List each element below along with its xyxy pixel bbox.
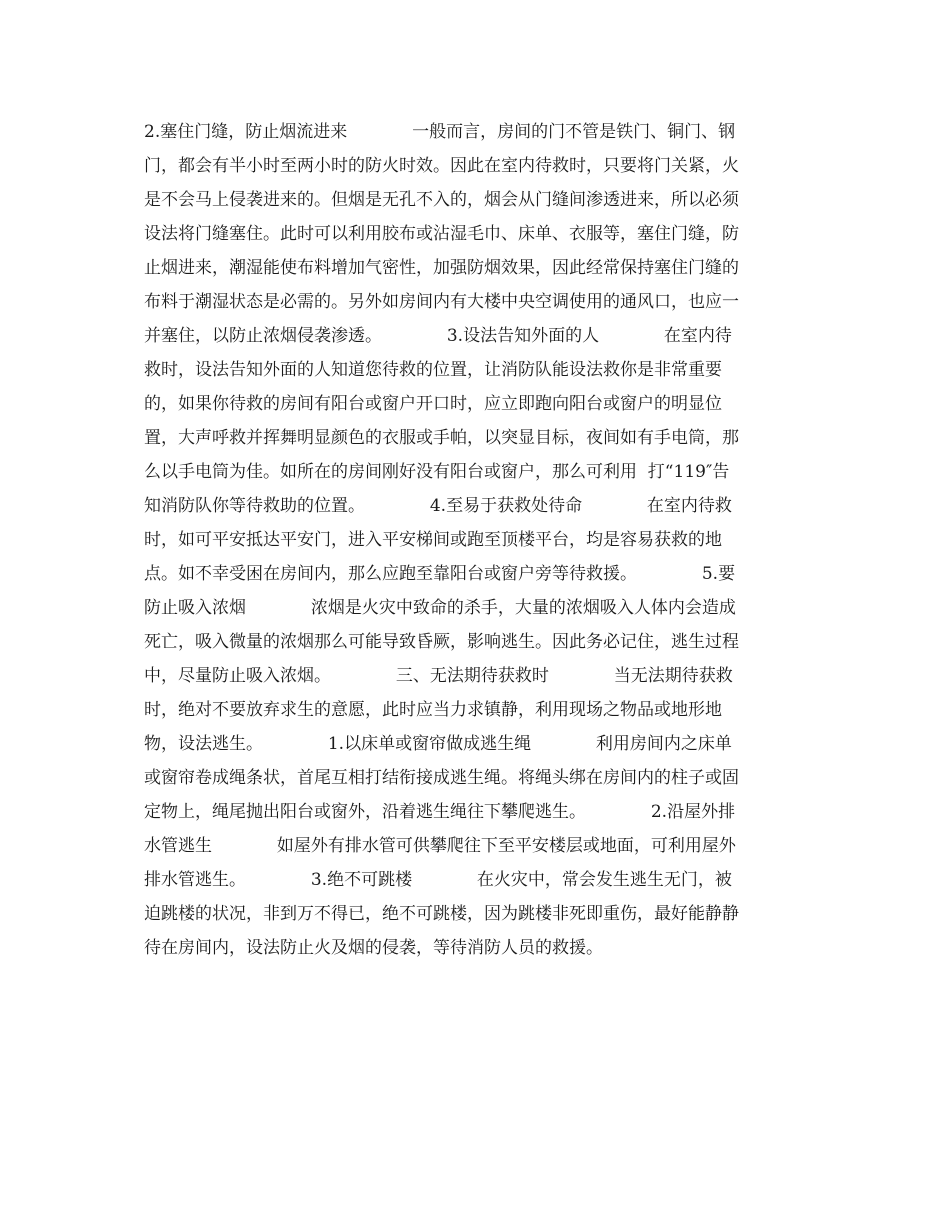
text-line: 布料于潮湿状态是必需的。另外如房间内有大楼中央空调使用的通风口，也应一 (144, 292, 739, 312)
text-line: 时，绝对不要放弃求生的意愿，此时应当力求镇静，利用现场之物品或地形地 (144, 700, 722, 720)
text-line: 物，设法逃生。 1.以床单或窗帘做成逃生绳 利用房间内之床单 (144, 734, 732, 754)
text-line: 2.塞住门缝，防止烟流进来 一般而言，房间的门不管是铁门、铜门、钢 (144, 122, 736, 142)
text-line: 的，如果你待救的房间有阳台或窗户开口时，应立即跑向阳台或窗户的明显位 (144, 394, 722, 414)
text-line: 水管逃生 如屋外有排水管可供攀爬往下至平安楼层或地面，可利用屋外 (144, 836, 736, 856)
text-line: 门，都会有半小时至两小时的防火时效。因此在室内待救时，只要将门关紧，火 (144, 156, 739, 176)
text-line: 知消防队你等待救助的位置。 4.至易于获救处待命 在室内待救 (144, 496, 732, 516)
body-text (144, 115, 814, 965)
text-line: 排水管逃生。 3.绝不可跳楼 在火灾中，常会发生逃生无门，被 (144, 870, 732, 890)
text-line: 并塞住，以防止浓烟侵袭渗透。 3.设法告知外面的人 在室内待 (144, 326, 732, 346)
text-line: 或窗帘卷成绳条状，首尾互相打结衔接成逃生绳。将绳头绑在房间内的柱子或固 (144, 768, 739, 788)
text-line: 设法将门缝塞住。此时可以利用胶布或沾湿毛巾、床单、衣服等，塞住门缝，防 (144, 224, 739, 244)
text-line: 是不会马上侵袭进来的。但烟是无孔不入的，烟会从门缝间渗透进来，所以必须 (144, 190, 739, 210)
text-line: 时，如可平安抵达平安门，进入平安梯间或跑至顶楼平台，均是容易获救的地 (144, 530, 722, 550)
text-line: 死亡，吸入微量的浓烟那么可能导致昏厥，影响逃生。因此务必记住，逃生过程 (144, 632, 739, 652)
text-line: 待在房间内，设法防止火及烟的侵袭，等待消防人员的救援。 (144, 938, 603, 958)
text-line: 救时，设法告知外面的人知道您待救的位置，让消防队能设法救你是非常重要 (144, 360, 722, 380)
text-line: 止烟进来，潮湿能使布料增加气密性，加强防烟效果，因此经常保持塞住门缝的 (144, 258, 739, 278)
text-line: 点。如不幸受困在房间内，那么应跑至靠阳台或窗户旁等待救援。 5.要 (144, 564, 736, 584)
text-line: 防止吸入浓烟 浓烟是火灾中致命的杀手，大量的浓烟吸入人体内会造成 (144, 598, 736, 618)
text-line: 定物上，绳尾抛出阳台或窗外，沿着逃生绳往下攀爬逃生。 2.沿屋外排 (144, 802, 736, 822)
text-line: 置，大声呼救并挥舞明显颜色的衣服或手帕，以突显目标，夜间如有手电筒，那 (144, 428, 739, 448)
text-line: 么以手电筒为佳。如所在的房间刚好没有阳台或窗户，那么可利用 打“119″告 (144, 462, 730, 482)
text-line: 迫跳楼的状况，非到万不得已，绝不可跳楼，因为跳楼非死即重伤，最好能静静 (144, 904, 739, 924)
text-line: 中，尽量防止吸入浓烟。 三、无法期待获救时 当无法期待获救 (144, 666, 733, 686)
